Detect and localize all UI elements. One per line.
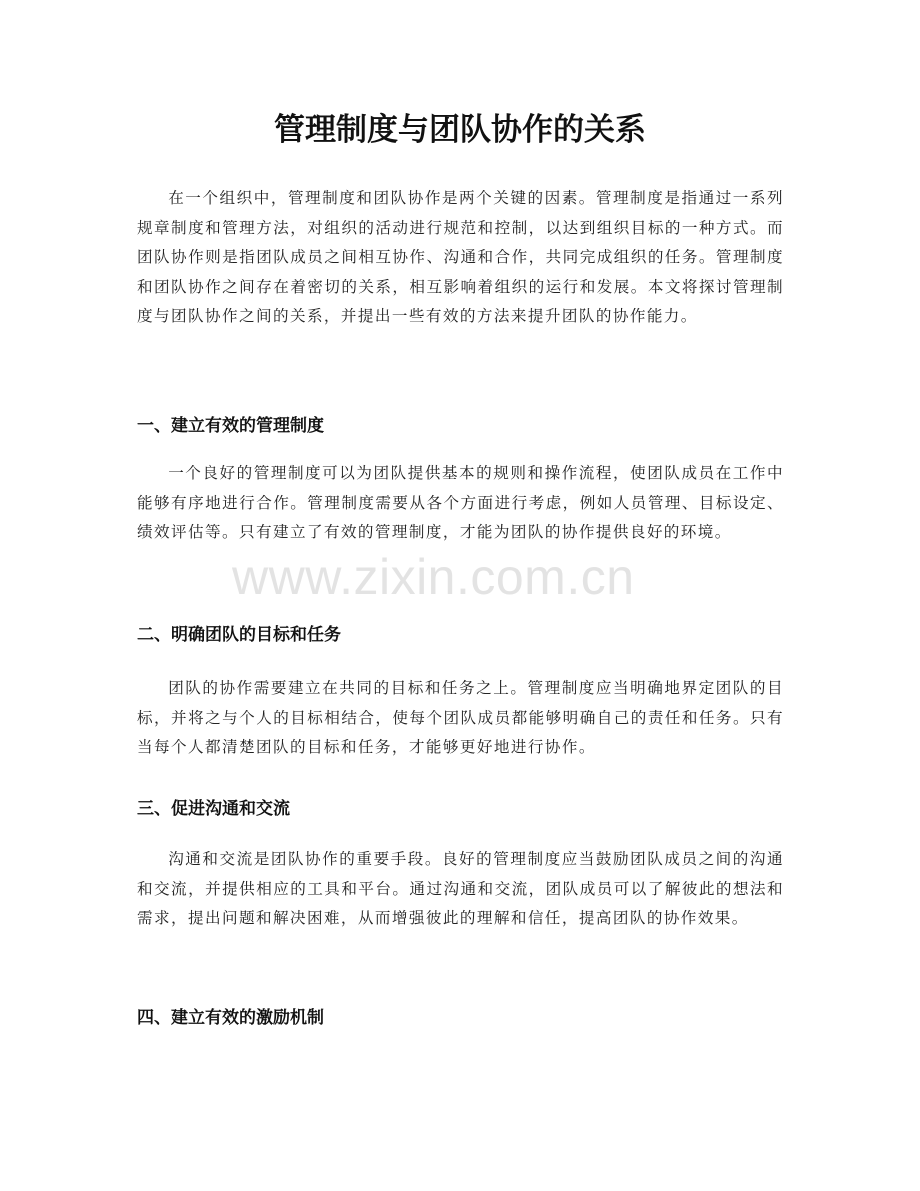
section-1-body: 一个良好的管理制度可以为团队提供基本的规则和操作流程，使团队成员在工作中能够有序地进行合作。管理制度需要从各个方面进行考虑，例如人员管理、目标设定、绩效评估等。只有建立了有效的管理制度，才能为团队的协作提供良好的环境。 (137, 464, 784, 541)
intro-paragraph: 在一个组织中，管理制度和团队协作是两个关键的因素。管理制度是指通过一系列规章制度和管理方法，对组织的活动进行规范和控制，以达到组织目标的一种方式。而团队协作则是指团队成员之间相互协作、沟通和合作，共同完成组织的任务。管理制度和团队协作之间存在着密切的关系，相互影响着组织的运行和发展。本文将探讨管理制度与团队协作之间的关系，并提出一些有效的方法来提升团队的协作能力。 (137, 189, 784, 325)
section-3-heading: 三、促进沟通和交流 (137, 799, 290, 819)
watermark: www.zixin.com.cn (232, 549, 635, 605)
section-1-heading: 一、建立有效的管理制度 (137, 416, 324, 436)
document-title: 管理制度与团队协作的关系 (274, 112, 646, 148)
section-3-body: 沟通和交流是团队协作的重要手段。良好的管理制度应当鼓励团队成员之间的沟通和交流，并提供相应的工具和平台。通过沟通和交流，团队成员可以了解彼此的想法和需求，提出问题和解决困难，从而增强彼此的理解和信任，提高团队的协作效果。 (137, 850, 784, 927)
section-2-body: 团队的协作需要建立在共同的目标和任务之上。管理制度应当明确地界定团队的目标，并将之与个人的目标相结合，使每个团队成员都能够明确自己的责任和任务。只有当每个人都清楚团队的目标和任务，才能够更好地进行协作。 (137, 679, 784, 756)
section-4-heading: 四、建立有效的激励机制 (137, 1008, 324, 1028)
section-2-heading: 二、明确团队的目标和任务 (137, 625, 341, 645)
